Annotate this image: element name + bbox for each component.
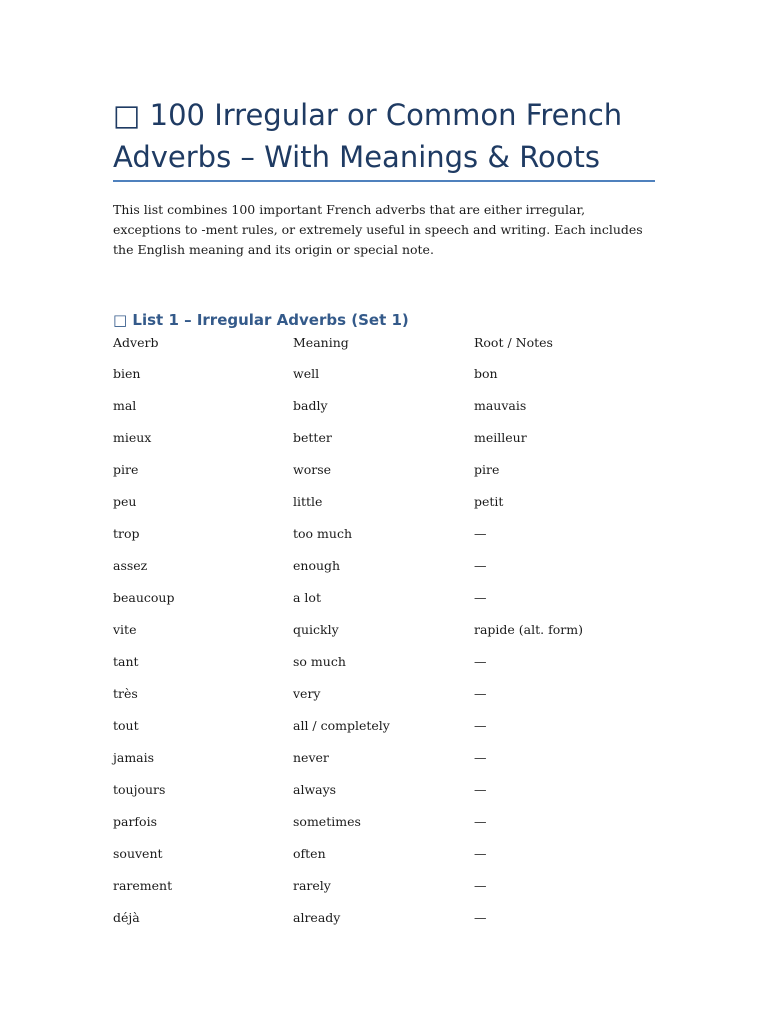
table-row bbox=[113, 875, 655, 907]
adverb-cell: beaucoup bbox=[113, 590, 175, 605]
root-notes-cell: — bbox=[474, 782, 487, 797]
adverb-cell: assez bbox=[113, 558, 148, 573]
table-header-row bbox=[113, 332, 655, 363]
table-row bbox=[113, 683, 655, 715]
title-underline bbox=[113, 180, 655, 182]
meaning-cell: very bbox=[293, 686, 321, 701]
meaning-cell: better bbox=[293, 430, 332, 445]
root-notes-cell: meilleur bbox=[474, 430, 527, 445]
meaning-cell: well bbox=[293, 366, 320, 381]
adverb-cell: trop bbox=[113, 526, 140, 541]
meaning-cell: rarely bbox=[293, 878, 331, 893]
table-row bbox=[113, 459, 655, 491]
meaning-cell: badly bbox=[293, 398, 328, 413]
table-row bbox=[113, 811, 655, 843]
adverb-cell: pire bbox=[113, 462, 139, 477]
root-notes-cell: — bbox=[474, 846, 487, 861]
column-header-adverb: Adverb bbox=[113, 335, 159, 350]
table-row bbox=[113, 715, 655, 747]
table-row bbox=[113, 395, 655, 427]
meaning-cell: little bbox=[293, 494, 323, 509]
meaning-cell: quickly bbox=[293, 622, 339, 637]
table-body bbox=[113, 363, 655, 939]
meaning-cell: enough bbox=[293, 558, 341, 573]
adverb-cell: vite bbox=[113, 622, 137, 637]
table-row bbox=[113, 651, 655, 683]
adverb-cell: tout bbox=[113, 718, 139, 733]
meaning-cell: so much bbox=[293, 654, 346, 669]
adverb-cell: mieux bbox=[113, 430, 152, 445]
meaning-cell: worse bbox=[293, 462, 332, 477]
meaning-cell: never bbox=[293, 750, 329, 765]
root-notes-cell: — bbox=[474, 878, 487, 893]
meaning-cell: sometimes bbox=[293, 814, 361, 829]
root-notes-cell: — bbox=[474, 526, 487, 541]
table-row bbox=[113, 555, 655, 587]
adverb-cell: tant bbox=[113, 654, 139, 669]
title-text: 100 Irregular or Common French Adverbs – With Meanings & Roots bbox=[113, 98, 623, 174]
adverb-cell: peu bbox=[113, 494, 137, 509]
adverb-cell: très bbox=[113, 686, 138, 701]
root-notes-cell: — bbox=[474, 750, 487, 765]
meaning-cell: already bbox=[293, 910, 341, 925]
root-notes-cell: petit bbox=[474, 494, 504, 509]
adverb-cell: rarement bbox=[113, 878, 173, 893]
column-header-root-notes: Root / Notes bbox=[474, 335, 553, 350]
column-header-meaning: Meaning bbox=[293, 335, 349, 350]
meaning-cell: all / completely bbox=[293, 718, 390, 733]
table-row bbox=[113, 843, 655, 875]
root-notes-cell: bon bbox=[474, 366, 498, 381]
root-notes-cell: — bbox=[474, 686, 487, 701]
root-notes-cell: pire bbox=[474, 462, 500, 477]
adverb-cell: parfois bbox=[113, 814, 157, 829]
section-heading bbox=[113, 309, 409, 331]
root-notes-cell: rapide (alt. form) bbox=[474, 622, 583, 637]
adverb-cell: mal bbox=[113, 398, 137, 413]
adverb-cell: jamais bbox=[113, 750, 155, 765]
root-notes-cell: — bbox=[474, 814, 487, 829]
table-row bbox=[113, 491, 655, 523]
meaning-cell: too much bbox=[293, 526, 353, 541]
meaning-cell: always bbox=[293, 782, 337, 797]
meaning-cell: a lot bbox=[293, 590, 321, 605]
title-icon: □ bbox=[113, 98, 141, 132]
intro-paragraph: This list combines 100 important French adverbs that are either irregular, exceptions to -ment rules, or extremely useful in speech and writing. Each includes the English meaning and its origin or special note. bbox=[113, 202, 643, 257]
table-row bbox=[113, 363, 655, 395]
section-heading-text: List 1 – Irregular Adverbs (Set 1) bbox=[132, 311, 409, 329]
adverb-cell: bien bbox=[113, 366, 141, 381]
section-icon: □ bbox=[113, 311, 128, 329]
root-notes-cell: — bbox=[474, 558, 487, 573]
table-row bbox=[113, 747, 655, 779]
table-row bbox=[113, 523, 655, 555]
root-notes-cell: — bbox=[474, 718, 487, 733]
root-notes-cell: mauvais bbox=[474, 398, 527, 413]
table-row bbox=[113, 427, 655, 459]
root-notes-cell: — bbox=[474, 654, 487, 669]
table-row bbox=[113, 619, 655, 651]
adverb-cell: déjà bbox=[113, 910, 140, 925]
adverb-table bbox=[113, 332, 655, 939]
table-row bbox=[113, 587, 655, 619]
meaning-cell: often bbox=[293, 846, 326, 861]
adverb-cell: souvent bbox=[113, 846, 163, 861]
root-notes-cell: — bbox=[474, 590, 487, 605]
page-title bbox=[113, 94, 655, 178]
table-row bbox=[113, 907, 655, 939]
table-row bbox=[113, 779, 655, 811]
root-notes-cell: — bbox=[474, 910, 487, 925]
adverb-cell: toujours bbox=[113, 782, 166, 797]
